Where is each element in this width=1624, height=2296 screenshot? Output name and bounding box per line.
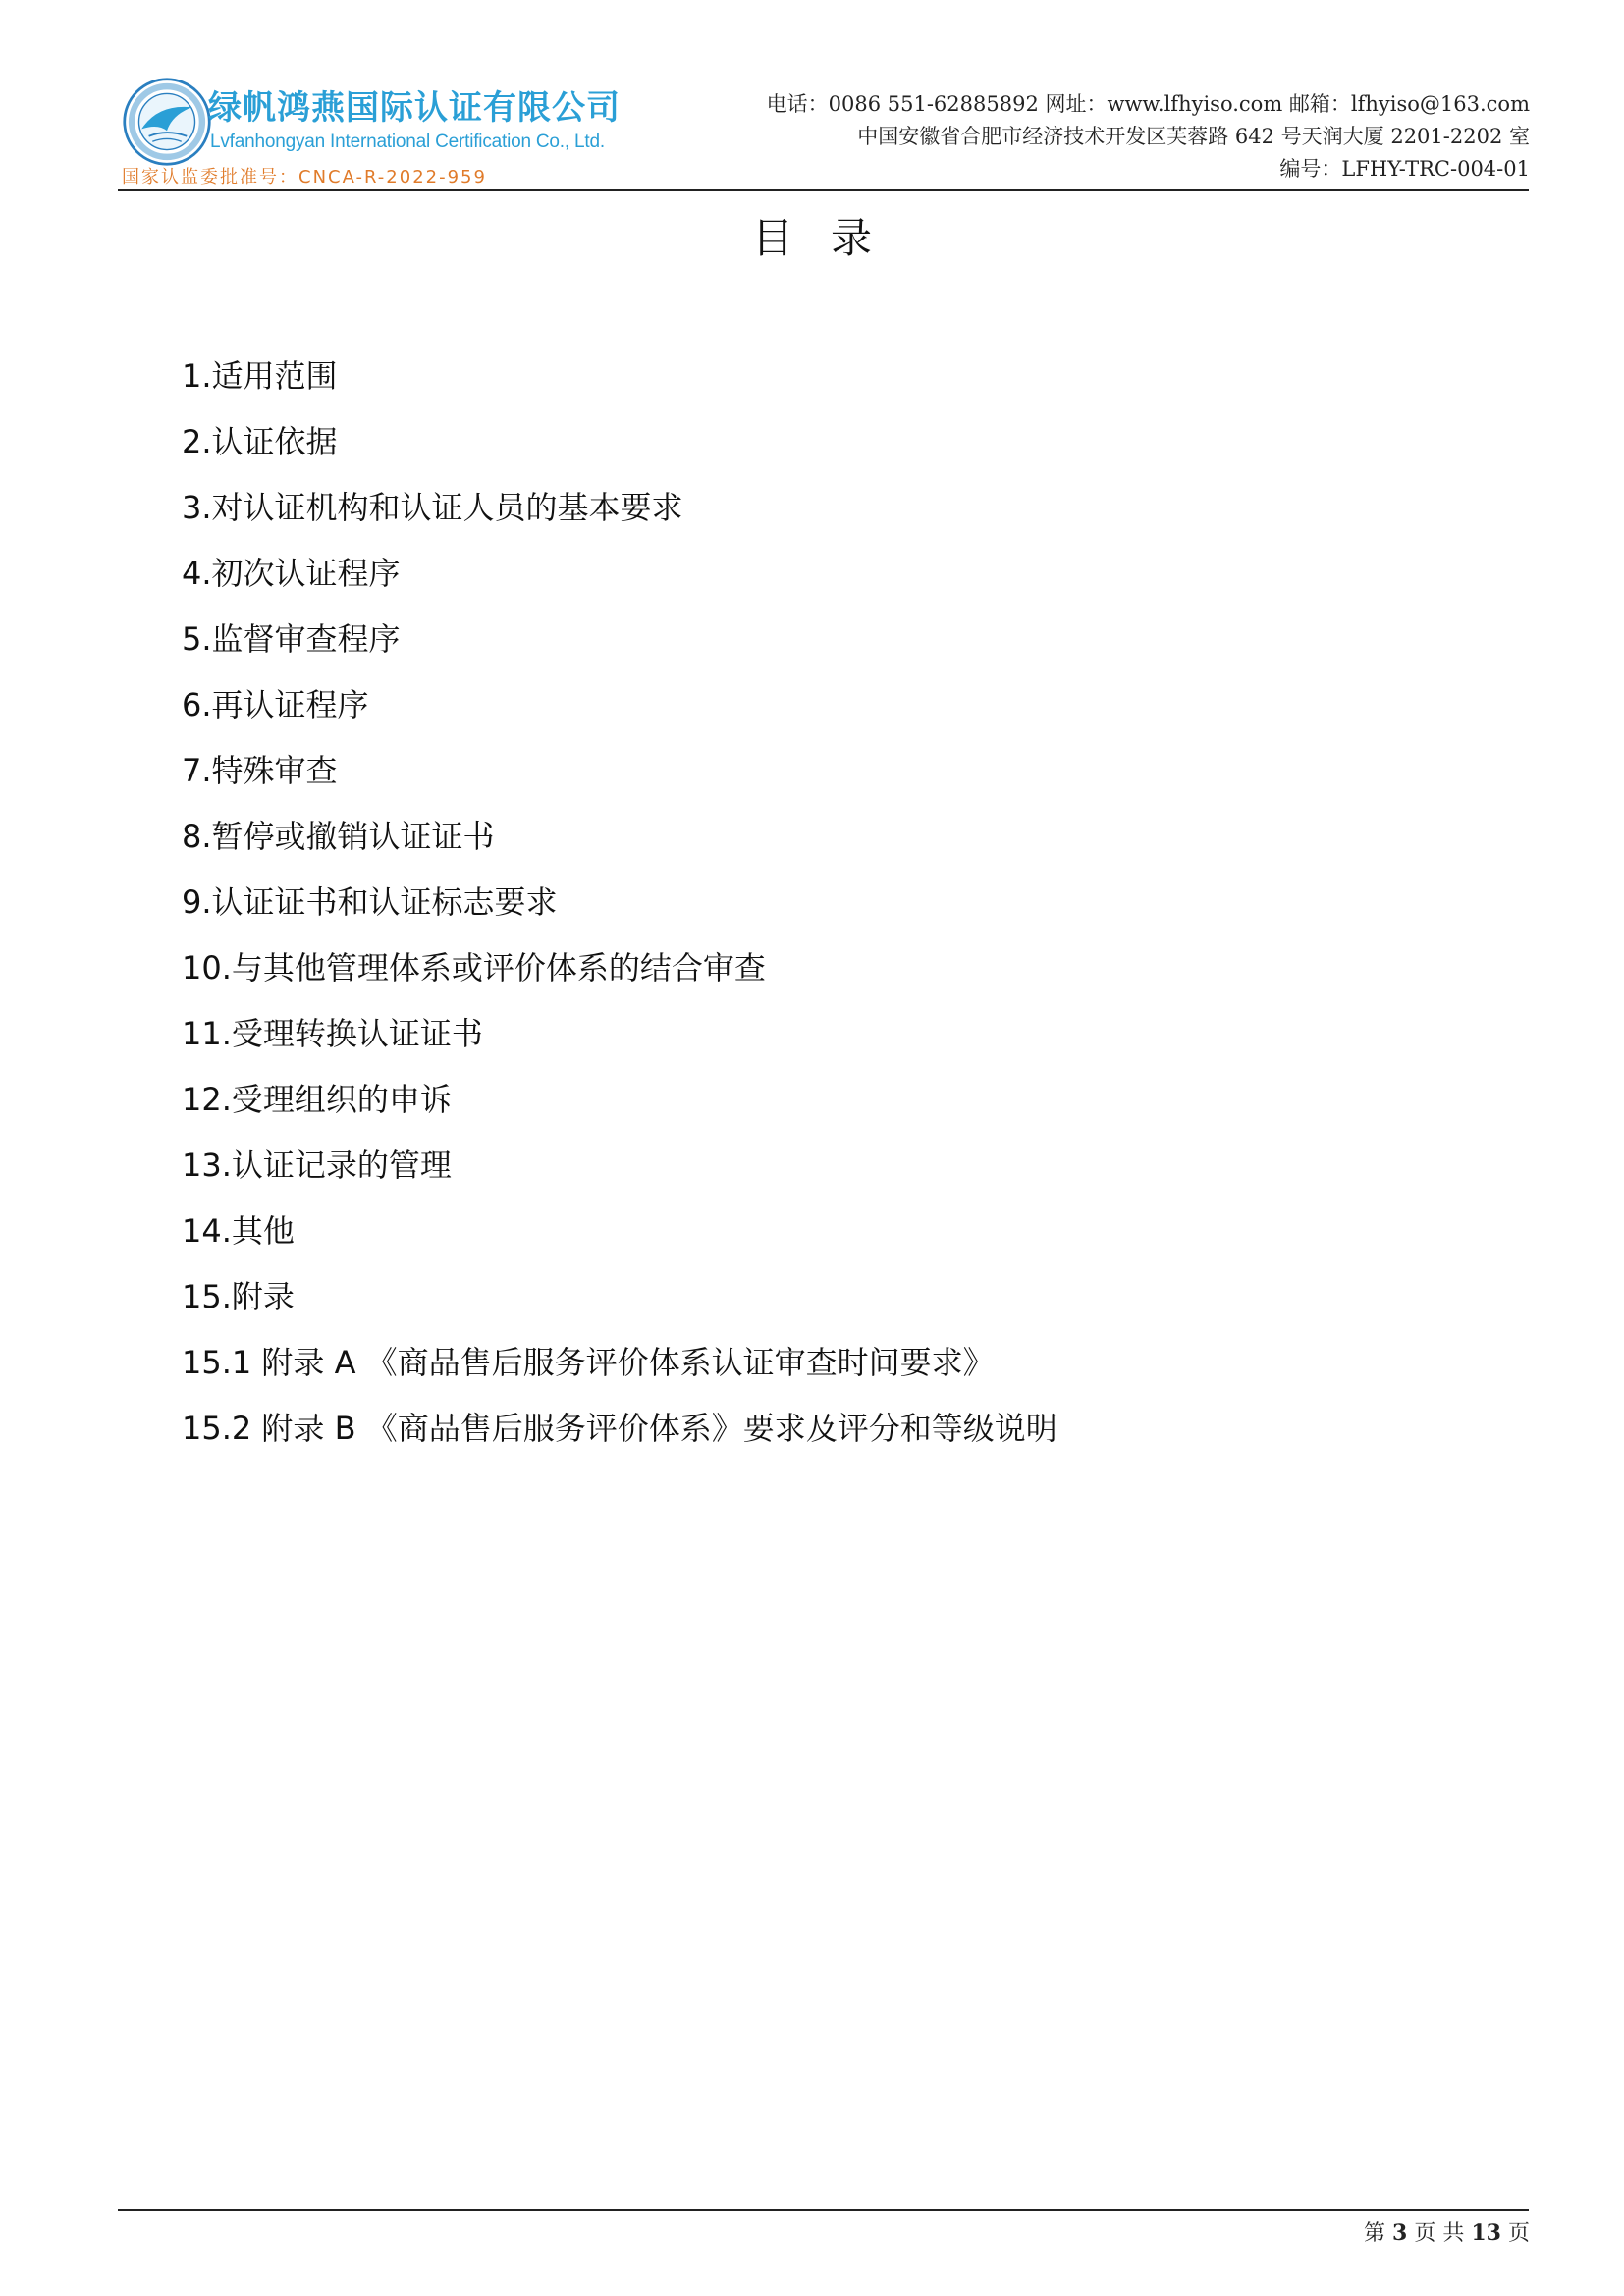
toc-item[interactable]: 6.再认证程序: [182, 686, 369, 723]
toc-item[interactable]: 8.暂停或撤销认证证书: [182, 818, 495, 855]
toc-item[interactable]: 15.2 附录 B 《商品售后服务评价体系》要求及评分和等级说明: [182, 1410, 1057, 1447]
footer-divider: [118, 2209, 1529, 2211]
document-code: 编号：LFHY-TRC-004-01: [1279, 157, 1530, 181]
page-prefix: 第: [1364, 2221, 1386, 2246]
page-current: 3: [1392, 2220, 1408, 2246]
contact-phone-web-email: 电话：0086 551-62885892 网址：www.lfhyiso.com 邮箱：lfhyiso@163.com: [766, 92, 1530, 116]
company-name-cn: 绿帆鸿燕国际认证有限公司: [208, 88, 621, 128]
toc-item[interactable]: 9.认证证书和认证标志要求: [182, 883, 558, 921]
toc-item[interactable]: 5.监督审查程序: [182, 620, 401, 658]
toc-item[interactable]: 15.1 附录 A 《商品售后服务评价体系认证审查时间要求》: [182, 1344, 995, 1381]
page-title: 目录: [751, 214, 909, 262]
contact-block: [646, 88, 1530, 186]
page-suffix: 页: [1507, 2221, 1530, 2246]
table-of-contents: [182, 351, 1458, 1469]
toc-item[interactable]: 10.与其他管理体系或评价体系的结合审查: [182, 949, 766, 987]
company-name-en: Lvfanhongyan International Certification Co., Ltd.: [210, 132, 605, 152]
company-logo-icon: [122, 77, 212, 167]
page-total: 13: [1471, 2220, 1501, 2246]
toc-item[interactable]: 12.受理组织的申诉: [182, 1081, 452, 1118]
toc-item[interactable]: 2.认证依据: [182, 423, 338, 460]
contact-address: 中国安徽省合肥市经济技术开发区芙蓉路 642 号天润大厦 2201-2202 室: [857, 125, 1530, 148]
page-middle: 页 共: [1414, 2221, 1465, 2246]
toc-item[interactable]: 13.认证记录的管理: [182, 1147, 452, 1184]
page-number: [1364, 2216, 1530, 2247]
toc-item[interactable]: 7.特殊审查: [182, 752, 338, 789]
toc-item[interactable]: 15.附录: [182, 1278, 295, 1315]
toc-item[interactable]: 3.对认证机构和认证人员的基本要求: [182, 489, 683, 526]
toc-item[interactable]: 1.适用范围: [182, 357, 338, 395]
approval-number: 国家认监委批准号：CNCA-R-2022-959: [122, 167, 487, 187]
header-divider: [118, 189, 1529, 191]
toc-item[interactable]: 4.初次认证程序: [182, 555, 401, 592]
toc-item[interactable]: 14.其他: [182, 1212, 295, 1250]
toc-item[interactable]: 11.受理转换认证证书: [182, 1015, 483, 1052]
